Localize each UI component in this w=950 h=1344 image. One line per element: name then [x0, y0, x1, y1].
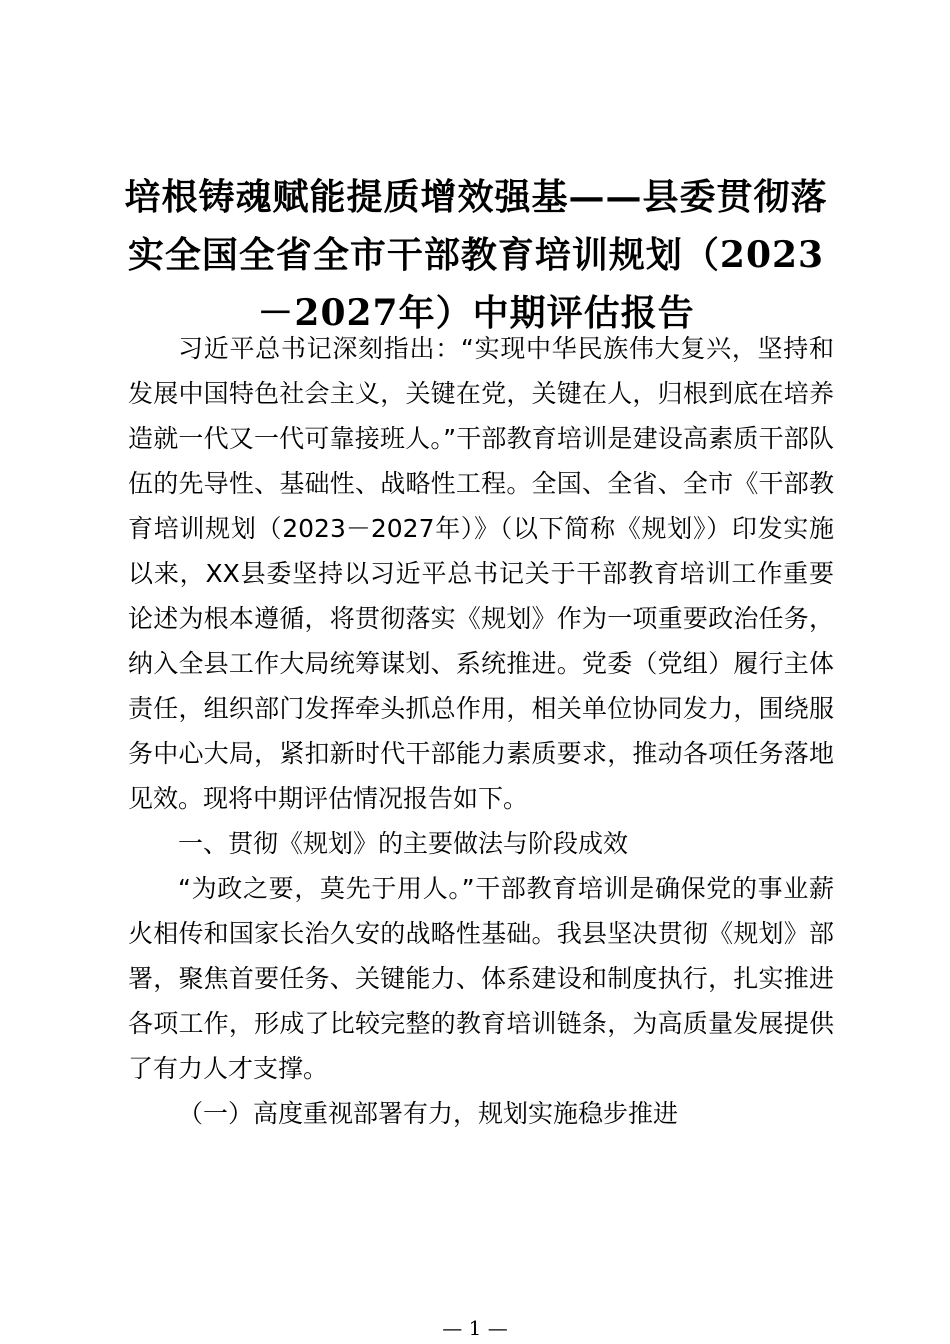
subsection-heading: （一）高度重视部署有力，规划实施稳步推进 — [178, 1099, 679, 1128]
section-heading: 一、贯彻《规划》的主要做法与阶段成效 — [178, 829, 629, 858]
document-title: 培根铸魂赋能提质增效强基——县委贯彻落实全国全省全市干部教育培训规划（2023－2027年）中期评估报告 — [124, 176, 828, 334]
page-number: — 1 — — [442, 1316, 508, 1340]
section-paragraph: “为政之要，莫先于用人。”干部教育培训是确保党的事业薪火相传和国家长治久安的战略性基础。我县坚决贯彻《规划》部署，聚焦首要任务、关键能力、体系建设和制度执行，扎实推进各项工作，形成了比较完整的教育培训链条，为高质量发展提供了有力人才支撑。 — [128, 874, 834, 1083]
document-body — [128, 326, 834, 1136]
intro-paragraph: 习近平总书记深刻指出：“实现中华民族伟大复兴，坚持和发展中国特色社会主义，关键在党，关键在人，归根到底在培养造就一代又一代可靠接班人。”干部教育培训是建设高素质干部队伍的先导性、基础性、战略性工程。全国、全省、全市《干部教育培训规划（2023－2027年）》（以下简称《规划》）印发实施以来，XX县委坚持以习近平总书记关于干部教育培训工作重要论述为根本遵循，将贯彻落实《规划》作为一项重要政治任务，纳入全县工作大局统筹谋划、系统推进。党委（党组）履行主体责任，组织部门发挥牵头抓总作用，相关单位协同发力，围绕服务中心大局，紧扣新时代干部能力素质要求，推动各项任务落地见效。现将中期评估情况报告如下。 — [128, 334, 834, 813]
